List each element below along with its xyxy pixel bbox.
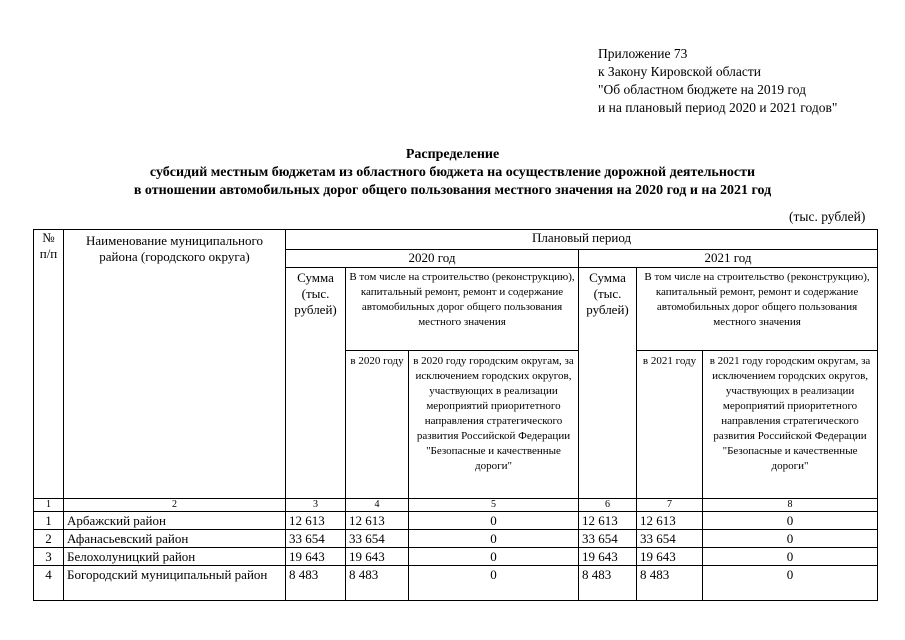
title-line-2: субсидий местным бюджетам из областного бюджета на осуществление дорожной деятельности	[149, 165, 756, 180]
title-line-3: в отношении автомобильных дорог общего пользования местного значения на 2020 год и на 2021 год	[133, 183, 772, 198]
row-city-2020: 0	[409, 566, 579, 601]
table-row	[34, 566, 878, 601]
row-number: 2	[34, 530, 64, 548]
table-row	[34, 530, 878, 548]
header-num: № п/п	[34, 230, 64, 499]
table-row	[34, 548, 878, 566]
col-number: 3	[286, 499, 346, 512]
header-sum-2021: Сумма (тыс. рублей)	[579, 268, 637, 499]
row-city-2020: 0	[409, 512, 579, 530]
header-in-2020-city: в 2020 году городским округам, за исключением городских округов, участвующих в реализации мероприятий приоритетного направления стратегического развития Российской Федерации "Безопасные и качественные дороги"	[409, 351, 579, 499]
header-incl-2020: В том числе на строительство (реконструкцию), капитальный ремонт, ремонт и содержание автомобильных дорог общего пользования местного значения	[346, 268, 579, 351]
row-incl-2020: 12 613	[346, 512, 409, 530]
row-incl-2021: 33 654	[637, 530, 703, 548]
appendix-line-3: "Об областном бюджете на 2019 год	[598, 82, 806, 97]
header-name: Наименование муниципального района (городского округа)	[64, 230, 286, 499]
col-number: 8	[703, 499, 878, 512]
row-city-2021: 0	[703, 548, 878, 566]
row-sum-2021: 19 643	[579, 548, 637, 566]
col-number: 7	[637, 499, 703, 512]
row-incl-2021: 8 483	[637, 566, 703, 601]
header-in-2020: в 2020 году	[346, 351, 409, 499]
row-name: Белохолуницкий район	[64, 548, 286, 566]
col-number: 4	[346, 499, 409, 512]
row-incl-2020: 19 643	[346, 548, 409, 566]
col-number: 1	[34, 499, 64, 512]
row-sum-2020: 19 643	[286, 548, 346, 566]
appendix-line-2: к Закону Кировской области	[598, 64, 762, 79]
row-sum-2021: 8 483	[579, 566, 637, 601]
header-in-2021-city: в 2021 году городским округам, за исключением городских округов, участвующих в реализации мероприятий приоритетного направления стратегического развития Российской Федерации "Безопасные и качественные дороги"	[703, 351, 878, 499]
header-planned-period: Плановый период	[286, 230, 878, 250]
title-line-1: Распределение	[405, 147, 500, 162]
appendix-line-4: и на плановый период 2020 и 2021 годов"	[598, 100, 838, 115]
row-number: 4	[34, 566, 64, 601]
row-number: 1	[34, 512, 64, 530]
row-sum-2021: 12 613	[579, 512, 637, 530]
row-city-2021: 0	[703, 566, 878, 601]
col-number: 5	[409, 499, 579, 512]
appendix-block	[598, 45, 837, 117]
row-sum-2021: 33 654	[579, 530, 637, 548]
row-name: Богородский муниципальный район	[64, 566, 286, 601]
row-name: Афанасьевский район	[64, 530, 286, 548]
row-city-2020: 0	[409, 530, 579, 548]
row-city-2021: 0	[703, 530, 878, 548]
row-name: Арбажский район	[64, 512, 286, 530]
header-in-2021: в 2021 году	[637, 351, 703, 499]
row-sum-2020: 8 483	[286, 566, 346, 601]
table-row	[34, 512, 878, 530]
header-incl-2021: В том числе на строительство (реконструкцию), капитальный ремонт, ремонт и содержание автомобильных дорог общего пользования местного значения	[637, 268, 878, 351]
row-incl-2020: 8 483	[346, 566, 409, 601]
header-year-2020: 2020 год	[286, 250, 579, 268]
col-number: 2	[64, 499, 286, 512]
row-number: 3	[34, 548, 64, 566]
row-sum-2020: 12 613	[286, 512, 346, 530]
col-number: 6	[579, 499, 637, 512]
row-city-2021: 0	[703, 512, 878, 530]
units-label: (тыс. рублей)	[789, 209, 866, 224]
row-city-2020: 0	[409, 548, 579, 566]
row-incl-2020: 33 654	[346, 530, 409, 548]
row-sum-2020: 33 654	[286, 530, 346, 548]
appendix-line-1: Приложение 73	[598, 46, 688, 61]
header-year-2021: 2021 год	[579, 250, 878, 268]
row-incl-2021: 19 643	[637, 548, 703, 566]
subsidy-table	[33, 229, 878, 601]
row-incl-2021: 12 613	[637, 512, 703, 530]
document-title	[0, 146, 905, 200]
header-sum-2020: Сумма (тыс. рублей)	[286, 268, 346, 499]
